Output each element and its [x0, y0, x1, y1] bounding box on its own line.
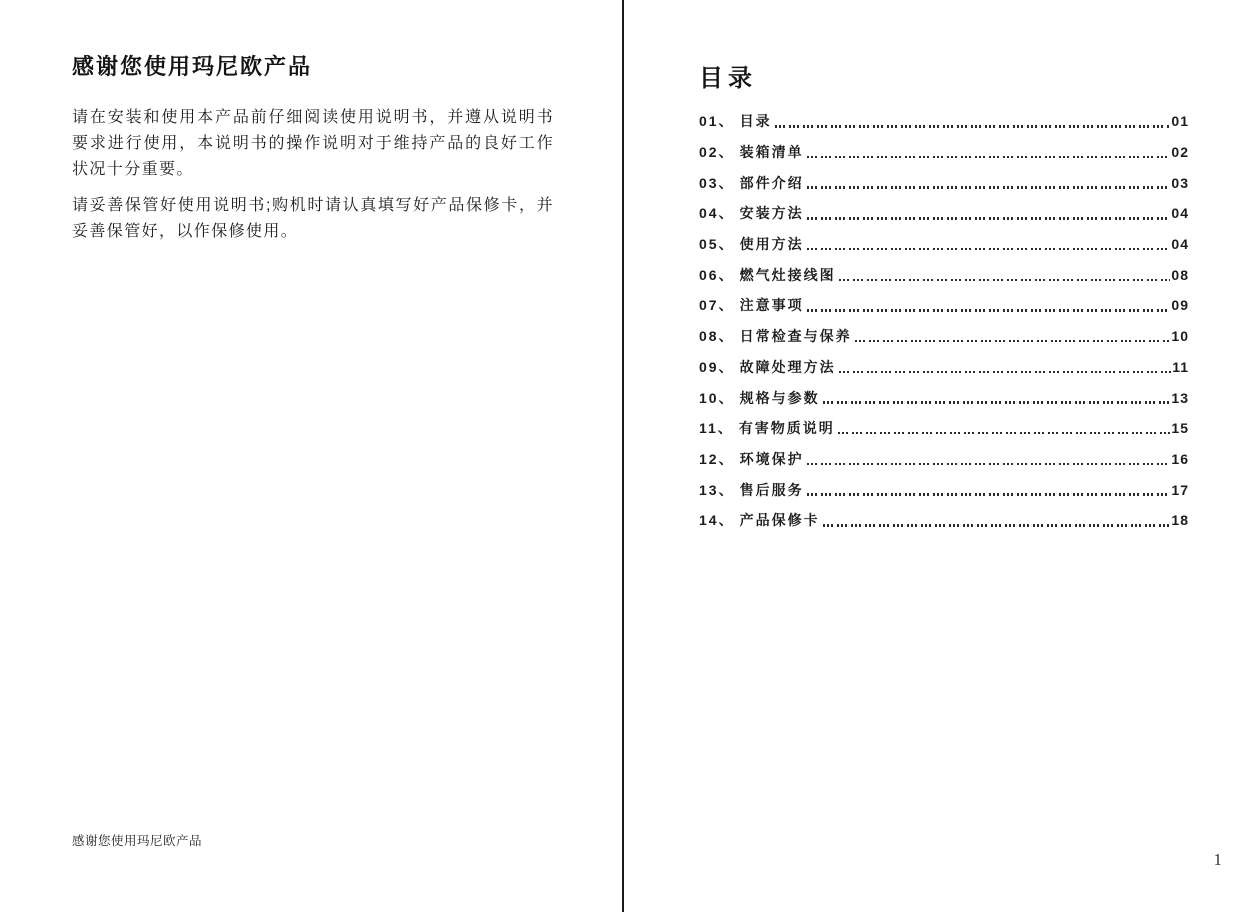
- toc-entry: [699, 321, 1189, 352]
- toc-entry-label: 装箱清单: [739, 144, 804, 161]
- toc-entry: [699, 198, 1189, 229]
- toc-entry-page: 08: [1171, 266, 1189, 283]
- toc-entry: [699, 106, 1189, 137]
- toc-leader-dots: [855, 340, 1171, 343]
- left-page-footer: 感谢您使用玛尼欧产品: [72, 834, 203, 848]
- toc-entry-label: 产品保修卡: [739, 512, 820, 529]
- toc-entry-page: 03: [1171, 174, 1189, 191]
- toc-entry-number: 01、: [699, 113, 735, 130]
- toc-leader-dots: [807, 248, 1171, 251]
- toc-leader-dots: [807, 309, 1171, 312]
- page-number: 1: [1213, 850, 1222, 869]
- toc-entry-number: 12、: [699, 450, 735, 467]
- toc-entry-label: 安装方法: [739, 205, 804, 222]
- toc-entry-page: 02: [1171, 144, 1189, 161]
- toc-leader-dots: [807, 463, 1171, 466]
- toc-leader-dots: [823, 401, 1171, 404]
- toc-entry-number: 06、: [699, 266, 735, 283]
- toc-entry-page: 04: [1171, 236, 1189, 253]
- toc-title: 目录: [699, 65, 757, 92]
- toc-leader-dots: [775, 125, 1171, 128]
- intro-paragraph-2: 请妥善保管好使用说明书;购机时请认真填写好产品保修卡，并妥善保管好，以作保修使用。: [72, 197, 554, 240]
- toc-leader-dots: [839, 279, 1171, 282]
- toc-entry-page: 15: [1171, 420, 1189, 437]
- toc-entry: [699, 137, 1189, 168]
- toc-entry-label: 有害物质说明: [738, 420, 835, 437]
- toc-entry: [699, 505, 1189, 536]
- toc-leader-dots: [807, 493, 1171, 496]
- toc-entry: [699, 259, 1189, 290]
- toc-entry-page: 16: [1171, 450, 1189, 467]
- toc-entry-number: 10、: [699, 389, 735, 406]
- left-page-title: 感谢您使用玛尼欧产品: [72, 54, 313, 79]
- toc-entry-label: 部件介绍: [739, 174, 804, 191]
- toc-entry-page: 01: [1171, 113, 1189, 130]
- right-page: [624, 0, 1242, 912]
- toc-entry-number: 07、: [699, 297, 735, 314]
- toc-entry-page: 18: [1171, 512, 1189, 529]
- toc-entry-number: 11、: [699, 420, 734, 437]
- toc-entry: [699, 290, 1189, 321]
- toc-entry: [699, 474, 1189, 505]
- toc-entry-number: 14、: [699, 512, 735, 529]
- toc-leader-dots: [807, 186, 1171, 189]
- toc-entry-number: 09、: [699, 358, 735, 375]
- intro-paragraph-1: 请在安装和使用本产品前仔细阅读使用说明书，并遵从说明书要求进行使用，本说明书的操作说明对于维持产品的良好工作状况十分重要。: [72, 109, 554, 178]
- toc-entry: [699, 352, 1189, 383]
- toc-entry: [699, 167, 1189, 198]
- toc-list: [699, 106, 1189, 536]
- toc-entry-label: 使用方法: [739, 236, 804, 253]
- toc-entry-label: 燃气灶接线图: [739, 266, 836, 283]
- toc-entry-page: 04: [1171, 205, 1189, 222]
- toc-entry-label: 售后服务: [739, 481, 804, 498]
- toc-entry: [699, 444, 1189, 475]
- toc-entry-number: 03、: [699, 174, 735, 191]
- toc-entry-number: 04、: [699, 205, 735, 222]
- toc-entry-page: 17: [1171, 481, 1189, 498]
- toc-leader-dots: [807, 156, 1171, 159]
- toc-leader-dots: [807, 217, 1171, 220]
- toc-entry-page: 09: [1171, 297, 1189, 314]
- toc-entry-label: 目录: [739, 113, 772, 130]
- toc-leader-dots: [823, 524, 1171, 527]
- toc-entry-number: 08、: [699, 328, 735, 345]
- toc-entry-page: 11: [1172, 358, 1189, 375]
- toc-leader-dots: [838, 432, 1171, 435]
- toc-entry-label: 故障处理方法: [739, 358, 836, 375]
- toc-entry-label: 注意事项: [739, 297, 804, 314]
- toc-leader-dots: [839, 371, 1172, 374]
- toc-entry: [699, 229, 1189, 260]
- toc-entry-label: 日常检查与保养: [739, 328, 852, 345]
- toc-entry-page: 10: [1171, 328, 1189, 345]
- toc-entry-page: 13: [1171, 389, 1189, 406]
- toc-entry-number: 13、: [699, 481, 735, 498]
- toc-entry-label: 环境保护: [739, 450, 804, 467]
- toc-entry-number: 05、: [699, 236, 735, 253]
- toc-entry-number: 02、: [699, 144, 735, 161]
- toc-entry: [699, 382, 1189, 413]
- toc-entry: [699, 413, 1189, 444]
- toc-entry-label: 规格与参数: [739, 389, 820, 406]
